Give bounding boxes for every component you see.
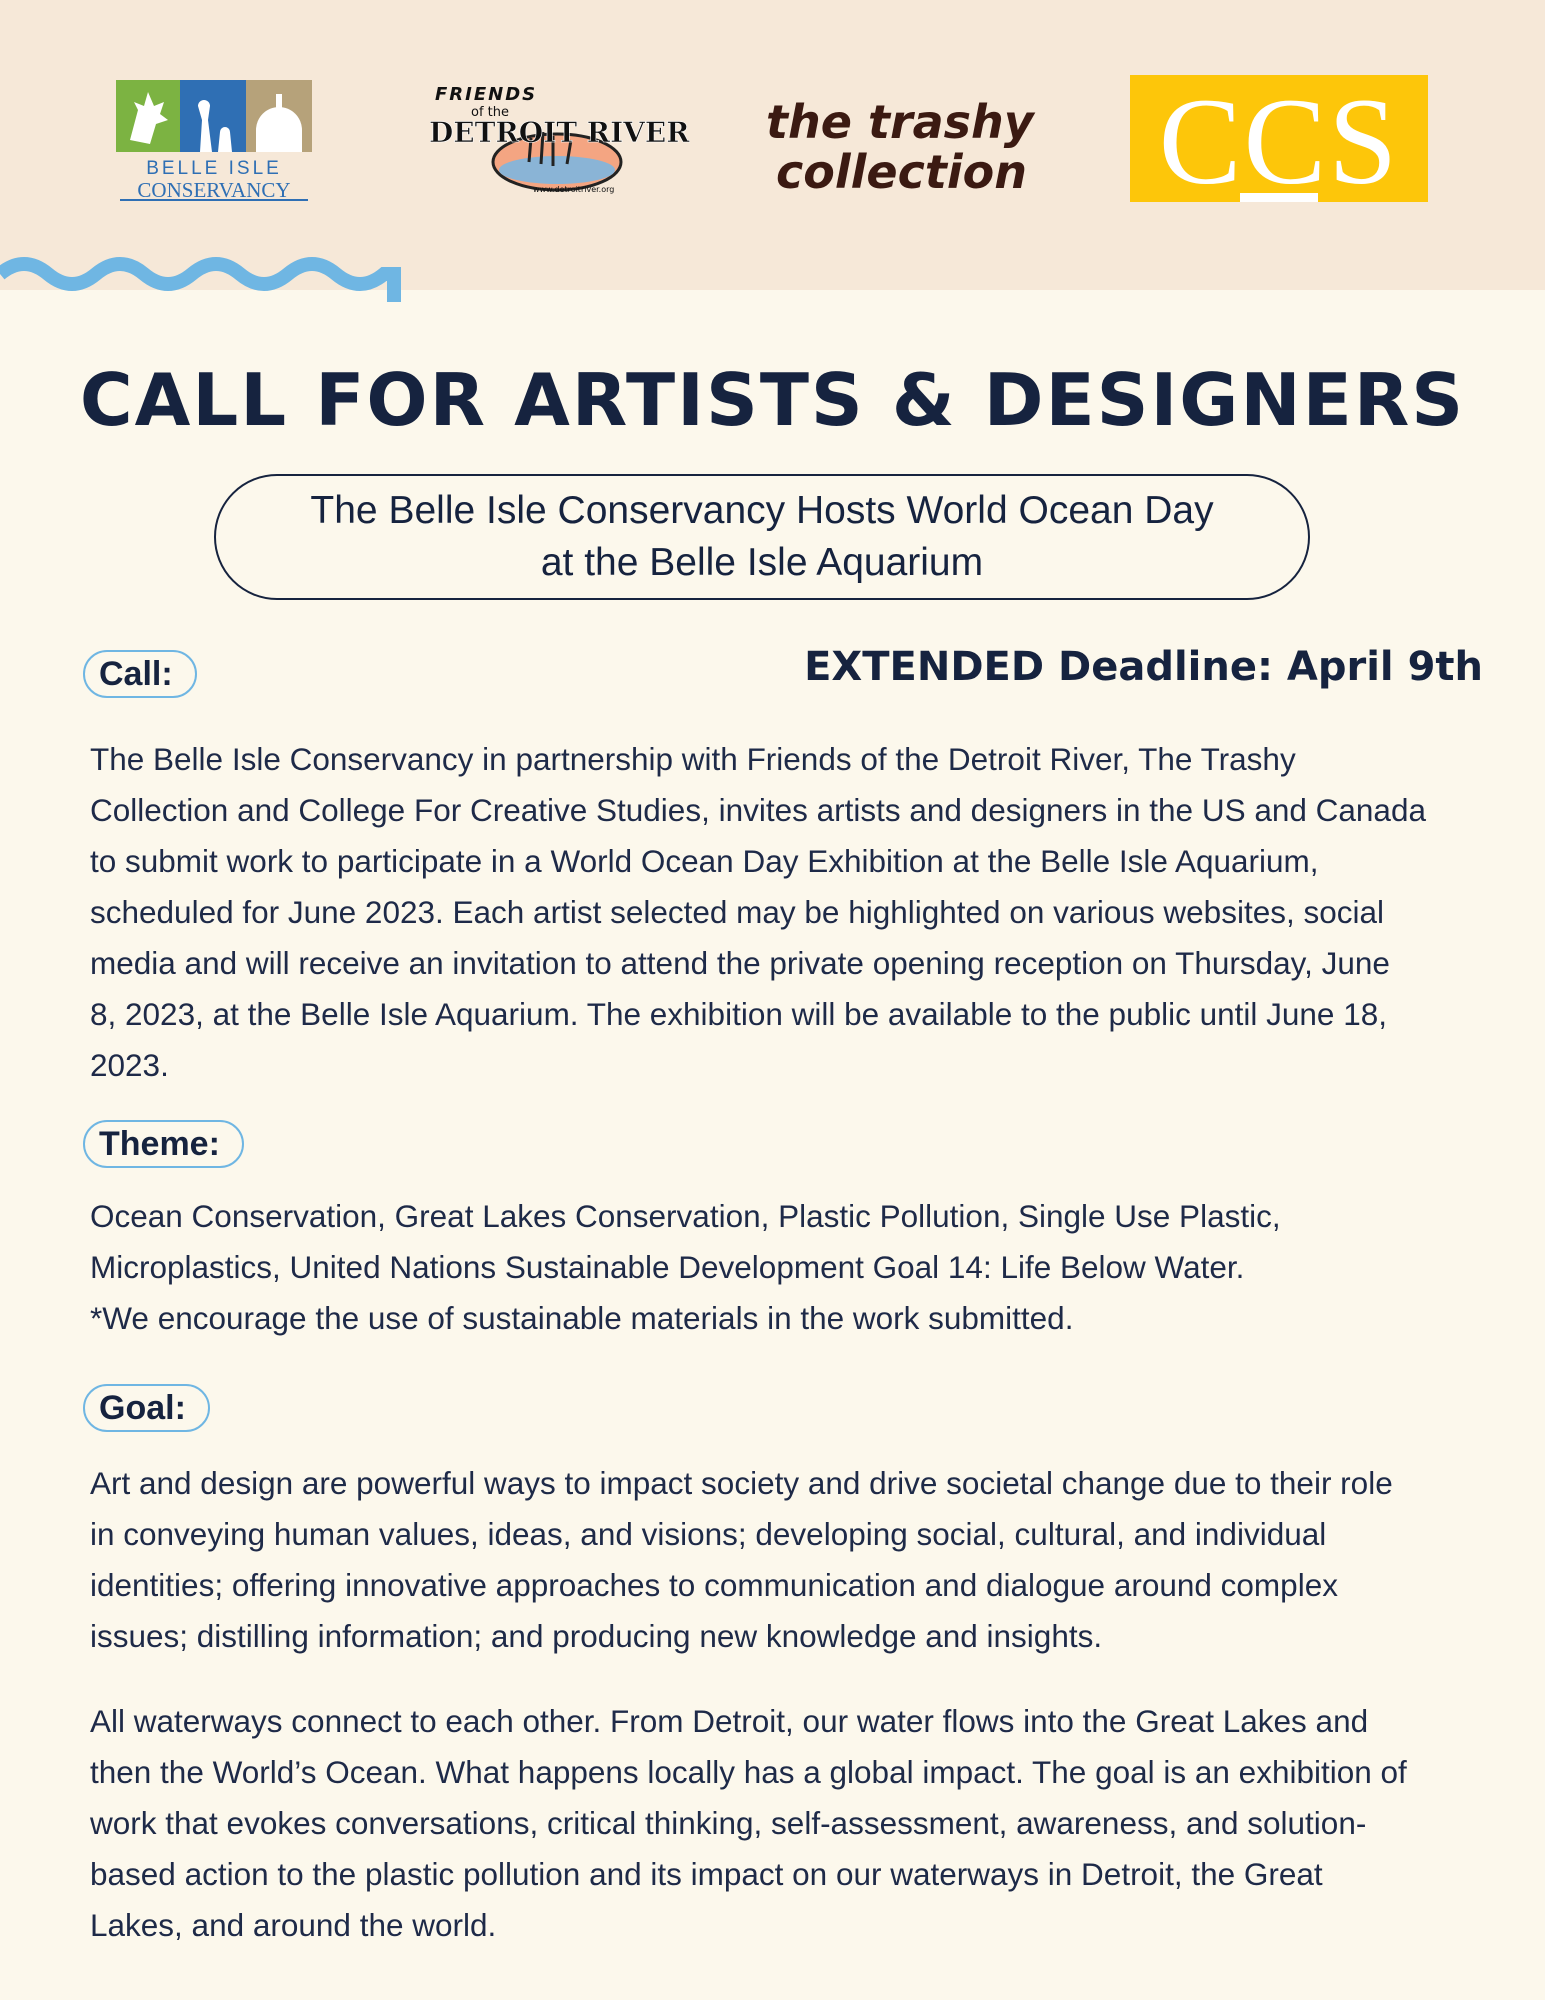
goal-line: Lakes, and around the world. <box>90 1907 497 1943</box>
theme-line: *We encourage the use of sustainable materials in the work submitted. <box>90 1300 1074 1336</box>
goal-paragraph-2 <box>90 1696 1480 1951</box>
goal-line: All waterways connect to each other. From Detroit, our water flows into the Great Lakes and <box>90 1703 1369 1739</box>
bic-logo-line1: BELLE ISLE <box>146 158 282 179</box>
belle-isle-conservancy-logo <box>116 80 312 202</box>
goal-line: in conveying human values, ideas, and visions; developing social, cultural, and individual <box>90 1516 1327 1552</box>
fdr-logo-line3: DETROIT RIVER <box>429 116 690 149</box>
page-title: CALL FOR ARTISTS & DESIGNERS <box>79 358 1466 442</box>
call-line: 8, 2023, at the Belle Isle Aquarium. The exhibition will be available to the public until June 18, <box>90 996 1387 1032</box>
subtitle-line1: The Belle Isle Conservancy Hosts World Ocean Day <box>310 489 1214 532</box>
call-line: The Belle Isle Conservancy in partnership with Friends of the Detroit River, The Trashy <box>90 741 1296 777</box>
bic-logo-line2: CONSERVANCY <box>137 178 291 202</box>
goal-label: Goal: <box>83 1384 210 1432</box>
call-line: 2023. <box>90 1047 169 1083</box>
call-paragraph <box>90 734 1480 1091</box>
trashy-collection-logo <box>760 92 1034 202</box>
fdr-logo-line1: FRIENDS <box>435 84 538 105</box>
goal-line: Art and design are powerful ways to impact society and drive societal change due to their role <box>90 1465 1393 1501</box>
call-label: Call: <box>83 650 197 698</box>
goal-paragraph-1 <box>90 1458 1480 1662</box>
goal-line: work that evokes conversations, critical thinking, self-assessment, awareness, and solution- <box>90 1805 1367 1841</box>
subtitle-line2: at the Belle Isle Aquarium <box>540 541 984 584</box>
trashy-logo-line1: the trashy <box>766 95 1034 149</box>
subtitle-pill <box>214 474 1310 600</box>
friends-detroit-river-logo <box>425 80 690 198</box>
ccs-logo-text: CCS <box>1158 73 1400 210</box>
goal-line: then the World’s Ocean. What happens locally has a global impact. The goal is an exhibition of <box>90 1754 1407 1790</box>
theme-line: Ocean Conservation, Great Lakes Conservation, Plastic Pollution, Single Use Plastic, <box>90 1198 1281 1234</box>
theme-label: Theme: <box>83 1120 244 1168</box>
goal-line: identities; offering innovative approaches to communication and dialogue around complex <box>90 1567 1338 1603</box>
wave-decoration <box>0 250 400 310</box>
theme-line: Microplastics, United Nations Sustainable Development Goal 14: Life Below Water. <box>90 1249 1245 1285</box>
fdr-logo-line2: of the <box>471 105 509 120</box>
deadline-text: EXTENDED Deadline: April 9th <box>804 644 1483 690</box>
goal-line: based action to the plastic pollution and its impact on our waterways in Detroit, the Great <box>90 1856 1323 1892</box>
goal-line: issues; distilling information; and producing new knowledge and insights. <box>90 1618 1103 1654</box>
call-line: to submit work to participate in a World Ocean Day Exhibition at the Belle Isle Aquarium, <box>90 843 1319 879</box>
theme-paragraph <box>90 1191 1480 1344</box>
call-line: scheduled for June 2023. Each artist selected may be highlighted on various websites, social <box>90 894 1385 930</box>
ccs-logo <box>1130 73 1428 210</box>
trashy-logo-line2: collection <box>776 145 1027 199</box>
call-line: Collection and College For Creative Studies, invites artists and designers in the US and Canada <box>90 792 1426 828</box>
call-line: media and will receive an invitation to attend the private opening reception on Thursday, June <box>90 945 1390 981</box>
fdr-logo-url: www.detroitriver.org <box>533 185 615 194</box>
